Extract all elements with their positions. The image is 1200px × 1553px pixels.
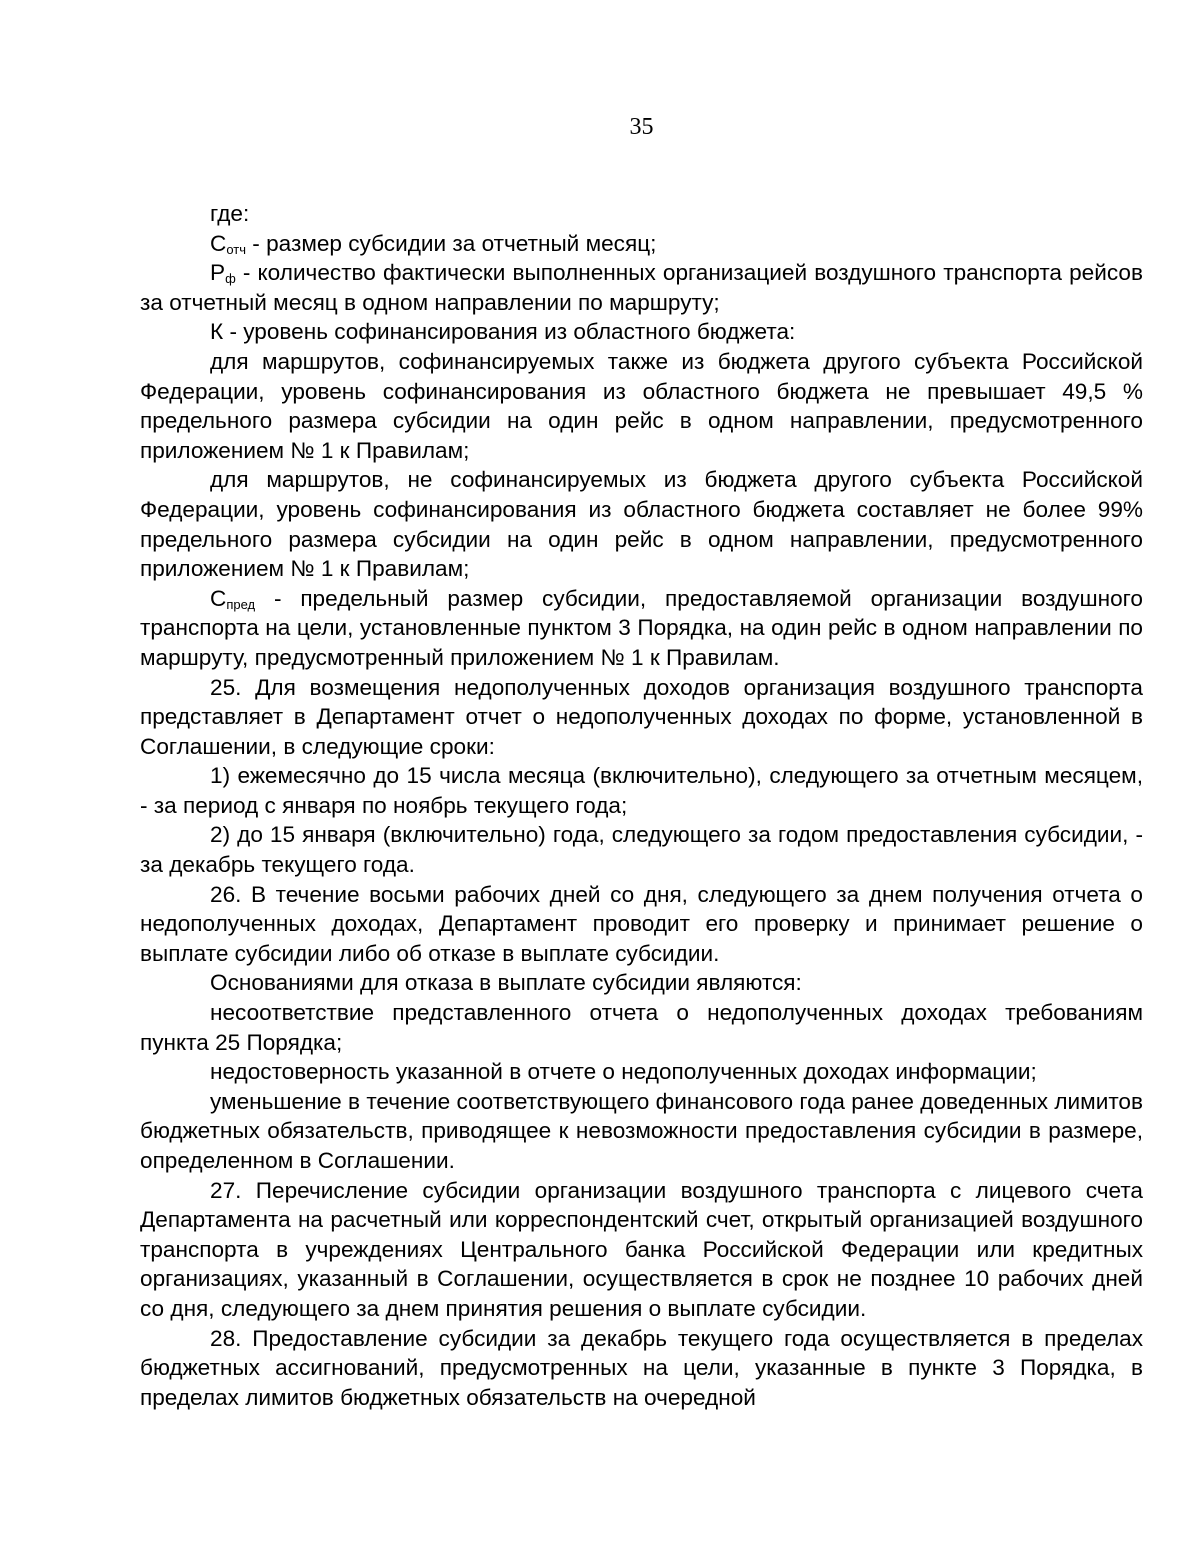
- symbol-subscript: отч: [226, 241, 246, 257]
- paragraph-refusal-grounds: Основаниями для отказа в выплате субсидии являются:: [210, 970, 802, 996]
- definition-text: - предельный размер субсидии, предоставляемой организации воздушного транспорта на цели, установленные пунктом 3 Порядка, на один рейс в одном направлении по маршруту, предусмотренный приложением № 1 к Правилам.: [140, 585, 1143, 670]
- paragraph-non-cofinanced-routes: для маршрутов, не софинансируемых из бюджета другого субъекта Российской Федерации, уровень софинансирования из областного бюджета составляет не более 99% предельного размера субсидии на один рейс в одном направлении, предусмотренного приложением № 1 к Правилам;: [140, 467, 1143, 582]
- paragraph-s-otch-definition: [140, 229, 1143, 259]
- symbol-letter: С: [210, 585, 227, 611]
- document-body: [140, 199, 1143, 1412]
- definition-text: - размер субсидии за отчетный месяц;: [246, 230, 657, 256]
- paragraph-r-f-definition: [140, 258, 1143, 317]
- symbol-letter: С: [210, 230, 227, 256]
- paragraph-ground-limits: уменьшение в течение соответствующего финансового года ранее доведенных лимитов бюджетных обязательств, приводящее к невозможности предоставления субсидии в размере, определенном в Соглашении.: [140, 1088, 1143, 1173]
- symbol-subscript: пред: [226, 596, 256, 612]
- paragraph-where: где:: [210, 201, 250, 226]
- paragraph-item-25-1: 1) ежемесячно до 15 числа месяца (включительно), следующего за отчетным месяцем, - за период с января по ноябрь текущего года;: [140, 763, 1143, 818]
- paragraph-item-26: 26. В течение восьми рабочих дней со дня, следующего за днем получения отчета о недополученных доходах, Департамент проводит его проверку и принимает решение о выплате субсидии либо об отказе в выплате субсидии.: [140, 881, 1143, 966]
- symbol-r-f: [210, 260, 236, 285]
- symbol-s-pred: [210, 586, 255, 611]
- paragraph-k-definition: К - уровень софинансирования из областного бюджета:: [210, 319, 796, 345]
- symbol-subscript: ф: [225, 271, 236, 287]
- definition-text: - количество фактически выполненных организацией воздушного транспорта рейсов за отчетный месяц в одном направлении по маршруту;: [140, 260, 1143, 315]
- paragraph-item-28: 28. Предоставление субсидии за декабрь текущего года осуществляется в пределах бюджетных ассигнований, предусмотренных на цели, указанные в пункте 3 Порядка, в пределах лимитов бюджетных обязательств на очередной: [140, 1325, 1143, 1410]
- symbol-s-otch: [210, 231, 246, 256]
- paragraph-item-25: 25. Для возмещения недополученных доходов организация воздушного транспорта представляет в Департамент отчет о недополученных доходах по форме, установленной в Соглашении, в следующие сроки:: [140, 674, 1143, 759]
- symbol-letter: Р: [210, 260, 226, 286]
- paragraph-ground-mismatch: несоответствие представленного отчета о недополученных доходах требованиям пункта 25 Порядка;: [140, 1000, 1143, 1055]
- page-number: 35: [629, 114, 654, 140]
- paragraph-item-27: 27. Перечисление субсидии организации воздушного транспорта с лицевого счета Департамента на расчетный или корреспондентский счет, открытый организацией воздушного транспорта в учреждениях Центрального банка Российской Федерации или кредитных организациях, указанный в Соглашении, осуществляется в срок не позднее 10 рабочих дней со дня, следующего за днем принятия решения о выплате субсидии.: [140, 1177, 1143, 1321]
- paragraph-ground-inaccuracy: недостоверность указанной в отчете о недополученных доходах информации;: [210, 1059, 1037, 1085]
- paragraph-s-pred-definition: [140, 584, 1143, 673]
- paragraph-item-25-2: 2) до 15 января (включительно) года, следующего за годом предоставления субсидии, - за декабрь текущего года.: [140, 822, 1143, 878]
- paragraph-cofinanced-routes: для маршрутов, софинансируемых также из бюджета другого субъекта Российской Федерации, уровень софинансирования из областного бюджета не превышает 49,5 % предельного размера субсидии на один рейс в одном направлении, предусмотренного приложением № 1 к Правилам;: [140, 348, 1143, 463]
